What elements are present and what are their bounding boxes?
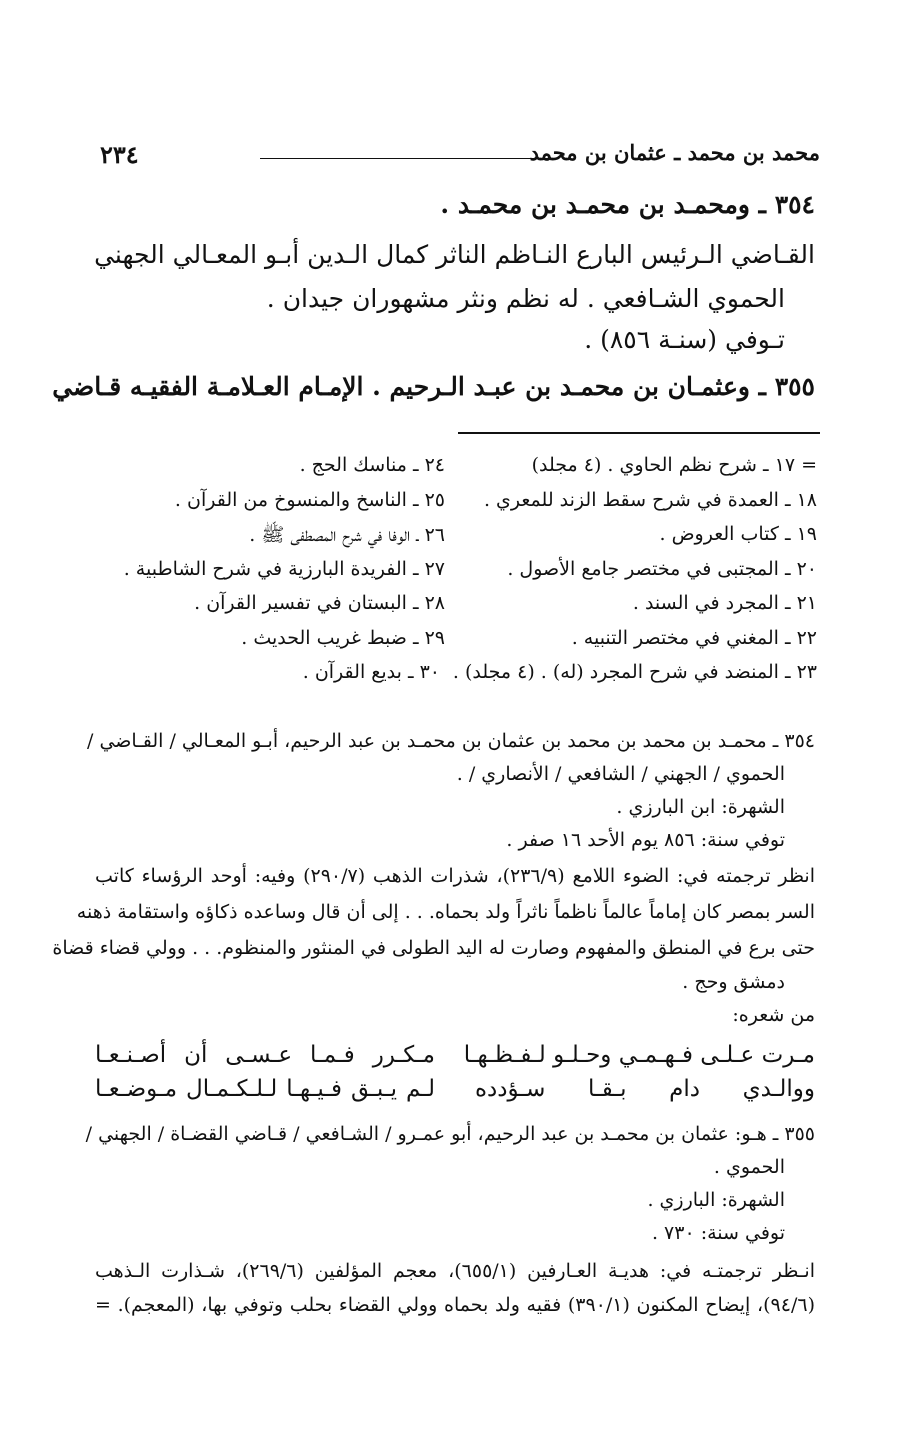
running-title: محمد بن محمد ـ عثمان بن محمد <box>529 140 820 165</box>
entry-354-line-1: القـاضي الـرئيس البارع النـاظم الناثر كمال الـدين أبـو المعـالي الجهني <box>94 240 815 269</box>
list-item: ٢٤ ـ مناسك الحج . <box>299 454 445 476</box>
list-item: ٢٩ ـ ضبط غريب الحديث . <box>241 627 445 649</box>
note-355-line-1: ٣٥٥ ـ هـو: عثمان بن محمـد بن عبد الرحيم، أبو عمـرو / الشـافعي / قـاضي القضـاة / الجهني / <box>85 1123 815 1145</box>
note-354-line-8: دمشق وحج . <box>682 971 785 993</box>
list-item: ٣٠ ـ بديع القرآن . <box>302 661 440 683</box>
verse-2-hemistich-a: ووالـدي دام بـقـا سـؤدده <box>475 1076 815 1102</box>
note-355-line-4: توفي سنة: ٧٣٠ . <box>651 1222 785 1244</box>
note-355-line-3: الشهرة: البارزي . <box>647 1189 785 1211</box>
note-354-line-7: حتى برع في المنطق والمفهوم وصارت له اليد الطولى في المنثور والمنظوم. . . وولي قضاء قضاة <box>52 937 815 959</box>
page-number: ٢٣٤ <box>100 140 139 169</box>
note-355-line-5: انـظر ترجمتـه في: هديـة العـارفين (٦٥٥/١)، معجم المؤلفين (٢٦٩/٦)، شـذارت الـذهب <box>95 1260 815 1282</box>
entry-355-title: ٣٥٥ ـ وعثمـان بن محمـد بن عبـد الـرحيم . الإمـام العـلامـة الفقيـه قـاضي <box>52 372 815 401</box>
note-354-line-5: انظر ترجمته في: الضوء اللامع (٢٣٦/٩)، شذرات الذهب (٢٩٠/٧) وفيه: أوحد الرؤساء كاتب <box>95 865 815 887</box>
footnote-rule <box>458 432 820 434</box>
list-item: ٢٢ ـ المغني في مختصر التنبيه . <box>571 627 817 649</box>
entry-354-title: ٣٥٤ ـ ومحمـد بن محمـد بن محمـد . <box>440 190 815 219</box>
list-item: ٢٠ ـ المجتبى في مختصر جامع الأصول . <box>507 558 817 580</box>
header-rule <box>260 158 555 159</box>
note-354-line-3: الشهرة: ابن البارزي . <box>616 796 785 818</box>
entry-354-line-2: الحموي الشـافعي . له نظم ونثر مشهوران جيدان . <box>266 284 785 313</box>
list-item: = ١٧ ـ شرح نظم الحاوي . (٤ مجلد) <box>531 454 817 476</box>
note-354-line-6: السر بمصر كان إماماً عالماً ناظماً ناثراً ولد بحماه. . . إلى أن قال وساعده ذكاؤه واستقامة ذهنه <box>76 901 815 923</box>
note-355-line-6: (٩٤/٦)، إيضاح المكنون (٣٩٠/١) فقيه ولد بحماه وولي القضاء بحلب وتوفي بها، (المعجم). = <box>95 1294 815 1316</box>
note-355-line-2: الحموي . <box>713 1156 785 1178</box>
note-354-line-9: من شعره: <box>732 1004 815 1026</box>
running-header <box>100 140 820 176</box>
list-item: ١٩ ـ كتاب العروض . <box>659 523 817 545</box>
list-item: ٢١ ـ المجرد في السند . <box>632 592 817 614</box>
list-item: ٢٧ ـ الفريدة البارزية في شرح الشاطبية . <box>123 558 445 580</box>
note-354-line-1: ٣٥٤ ـ محمـد بن محمد بن محمد بن عثمان بن محمـد بن عبد الرحيم، أبـو المعـالي / القـاضي / <box>87 730 815 752</box>
list-item: ٢٦ ـ الوفا في شرح المصطفى ﷺ . <box>249 524 445 546</box>
entry-354-line-3: تـوفي (سنـة ٨٥٦) . <box>584 325 785 354</box>
verse-1-hemistich-a: مـرت عـلـى فـهـمـي وحـلـو لـفـظـهـا <box>463 1042 815 1068</box>
note-354-line-4: توفي سنة: ٨٥٦ يوم الأحد ١٦ صفر . <box>506 829 785 851</box>
verse-2-hemistich-b: لـم يـبـق فـيـهـا لـلـكـمـال مـوضـعـا <box>95 1076 435 1102</box>
list-item: ١٨ ـ العمدة في شرح سقط الزند للمعري . <box>483 489 817 511</box>
list-item: ٢٥ ـ الناسخ والمنسوخ من القرآن . <box>174 489 445 511</box>
note-354-line-2: الحموي / الجهني / الشافعي / الأنصاري / . <box>456 763 785 785</box>
list-item: ٢٣ ـ المنضد في شرح المجرد (له) . (٤ مجلد) . <box>452 661 817 683</box>
verse-1-hemistich-b: مـكـرر فـمـا عـسـى أن أصـنـعـا <box>95 1042 435 1068</box>
list-item: ٢٨ ـ البستان في تفسير القرآن . <box>194 592 445 614</box>
